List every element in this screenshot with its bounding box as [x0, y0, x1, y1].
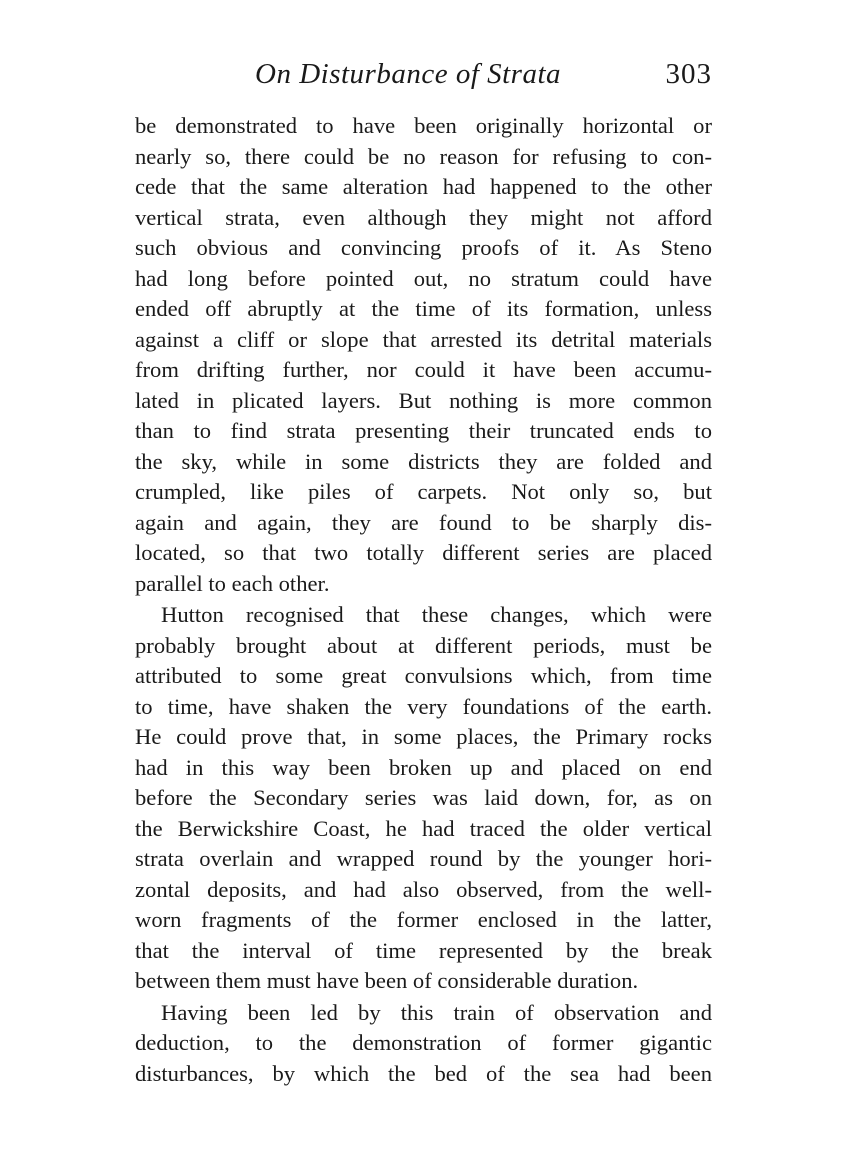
- text-line: the Berwickshire Coast, he had traced the older vertical: [135, 815, 712, 841]
- text-line: located, so that two totally different series are placed: [135, 540, 712, 565]
- text-line: attributed to some great convulsions which, from time: [135, 663, 712, 688]
- text-line: had long before pointed out, no stratum could have: [135, 265, 712, 291]
- text-line: than to find strata presenting their truncated ends to: [135, 418, 712, 443]
- text-line: disturbances, by which the bed of the sea had been: [135, 1060, 712, 1086]
- text-line: to time, have shaken the very foundations of the earth.: [135, 693, 712, 719]
- text-line: zontal deposits, and had also observed, from the well-: [135, 876, 712, 902]
- text-line: deduction, to the demonstration of former gigantic: [135, 1030, 712, 1055]
- page-number: 303: [665, 58, 712, 90]
- text-line: He could prove that, in some places, the Primary rocks: [135, 724, 712, 749]
- text-line: Hutton recognised that these changes, which were: [161, 602, 712, 627]
- text-line: the sky, while in some districts they are folded and: [135, 448, 712, 474]
- text-line: such obvious and convincing proofs of it. As Steno: [135, 235, 712, 260]
- text-line: cede that the same alteration had happened to the other: [135, 174, 712, 199]
- text-line: worn fragments of the former enclosed in the latter,: [135, 907, 712, 932]
- text-line: nearly so, there could be no reason for refusing to con-: [135, 143, 712, 169]
- text-line: Having been led by this train of observation and: [161, 999, 712, 1025]
- text-line: before the Secondary series was laid down, for, as on: [135, 785, 712, 810]
- running-head-title: On Disturbance of Strata: [255, 58, 562, 90]
- paragraph: [135, 998, 712, 1090]
- text-line: had in this way been broken up and placed on end: [135, 754, 712, 780]
- text-line: lated in plicated layers. But nothing is more common: [135, 387, 712, 413]
- text-line: ended off abruptly at the time of its formation, unless: [135, 296, 712, 321]
- text-line: again and again, they are found to be sharply dis-: [135, 509, 712, 535]
- text-line: against a cliff or slope that arrested its detrital materials: [135, 326, 712, 352]
- text-line: strata overlain and wrapped round by the younger hori-: [135, 846, 712, 871]
- paragraph: [135, 111, 712, 599]
- text-line: between them must have been of considerable duration.: [135, 968, 639, 993]
- paragraph: [135, 600, 712, 997]
- text-line: that the interval of time represented by the break: [135, 937, 712, 963]
- text-line: from drifting further, nor could it have been accumu-: [135, 357, 712, 382]
- text-line: parallel to each other.: [135, 570, 330, 596]
- body-text: [135, 111, 712, 1089]
- text-line: crumpled, like piles of carpets. Not only so, but: [135, 479, 712, 504]
- text-line: probably brought about at different periods, must be: [135, 632, 712, 658]
- running-head: [135, 58, 712, 98]
- text-line: be demonstrated to have been originally horizontal or: [135, 113, 712, 138]
- text-line: vertical strata, even although they might not afford: [135, 204, 712, 230]
